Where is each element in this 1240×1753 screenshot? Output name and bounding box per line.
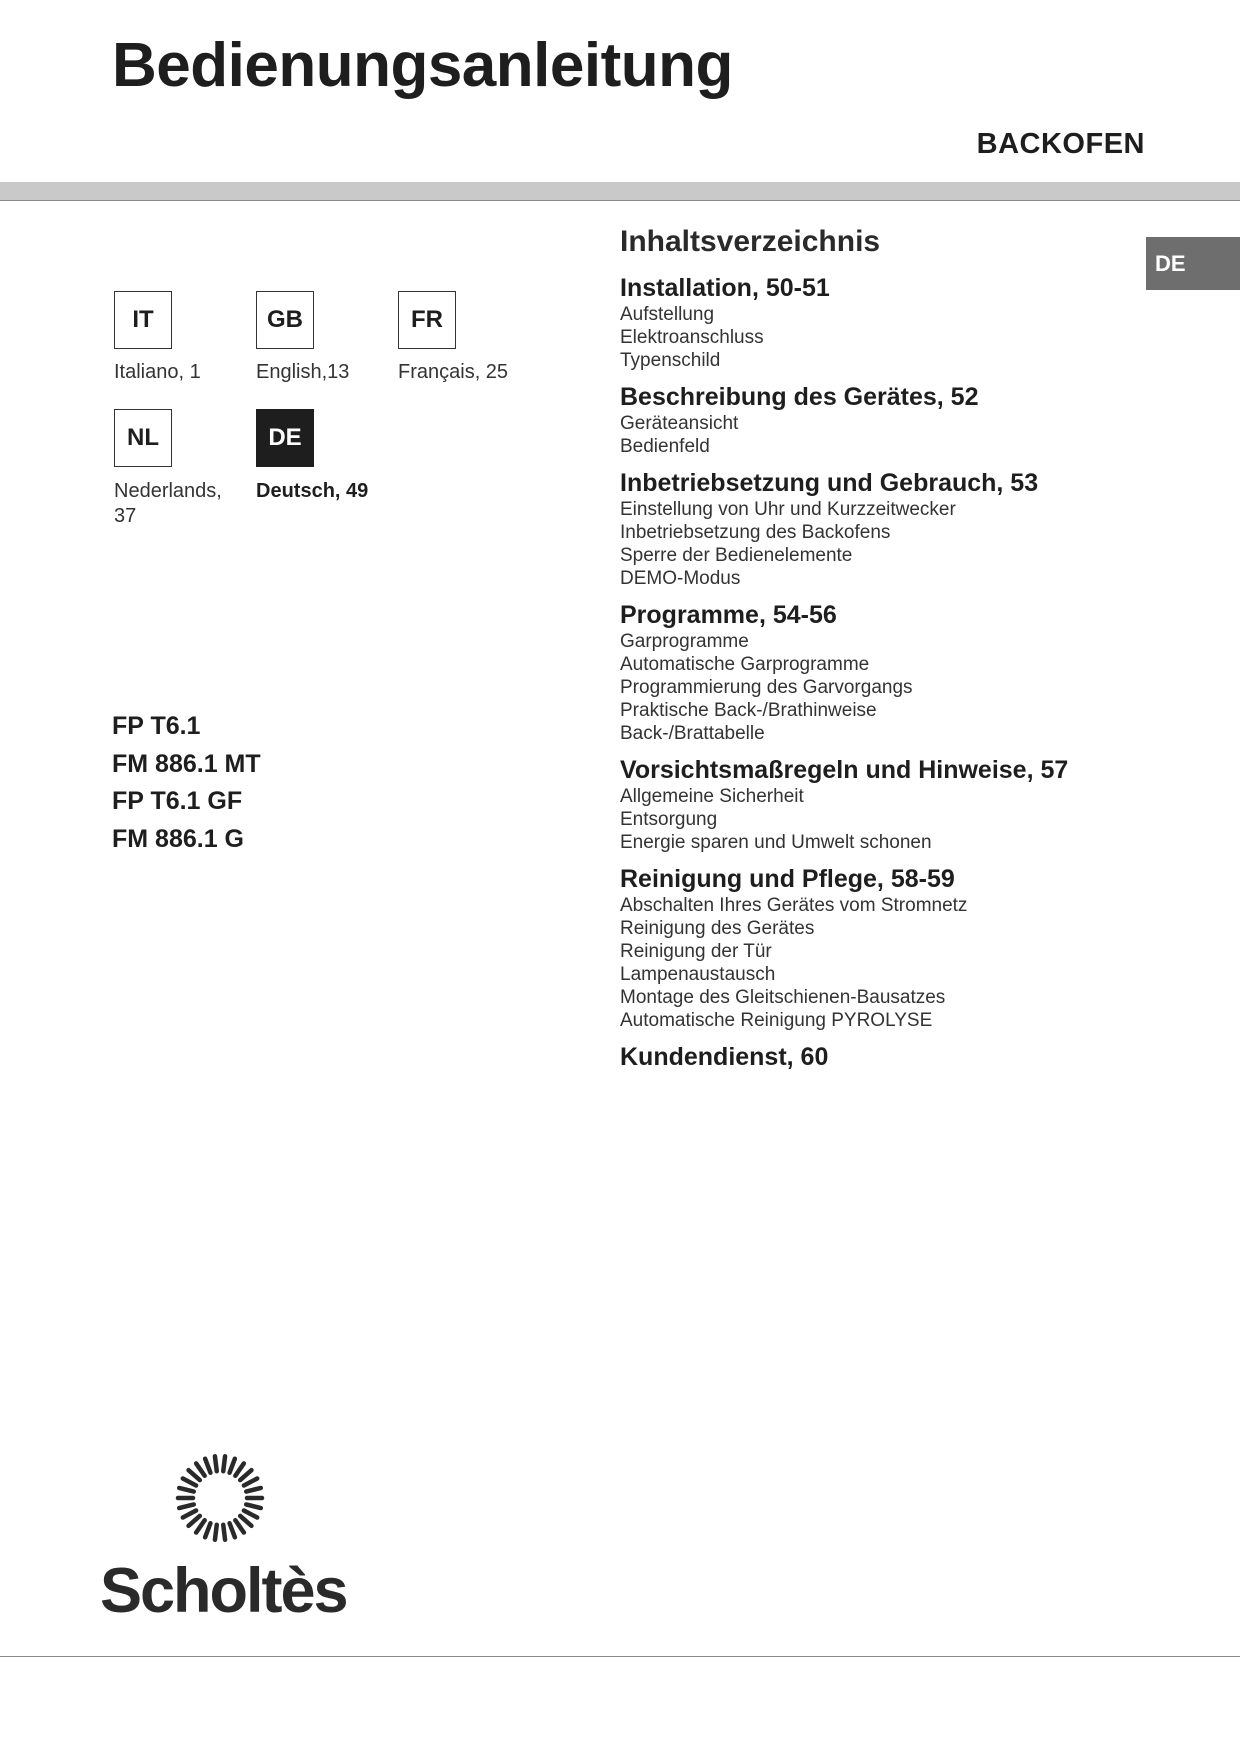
- toc-item: Automatische Reinigung PYROLYSE: [620, 1010, 933, 1031]
- sun-burst-logo-icon: [170, 1448, 270, 1548]
- toc-item: Sperre der Bedienelemente: [620, 545, 853, 566]
- sun-ray: [205, 1523, 210, 1537]
- toc-item: Back-/Brattabelle: [620, 723, 765, 744]
- table-of-contents: [620, 224, 1120, 1082]
- model-name: FM 886.1 MT: [112, 749, 261, 778]
- toc-item: Allgemeine Sicherheit: [620, 786, 804, 807]
- sun-ray: [179, 1504, 194, 1508]
- sun-ray: [196, 1463, 205, 1475]
- toc-item: Automatische Garprogramme: [620, 654, 870, 675]
- toc-heading: Beschreibung des Gerätes, 52: [620, 383, 979, 411]
- header-divider: [0, 200, 1240, 201]
- toc-item: Einstellung von Uhr und Kurzzeitwecker: [620, 499, 956, 520]
- toc-item: Montage des Gleitschienen-Bausatzes: [620, 987, 946, 1008]
- sun-ray: [189, 1470, 200, 1480]
- toc-item: Entsorgung: [620, 809, 718, 830]
- sun-ray: [215, 1525, 217, 1540]
- toc-heading: Kundendienst, 60: [620, 1043, 829, 1071]
- sun-ray: [246, 1488, 261, 1492]
- sun-ray: [240, 1470, 251, 1480]
- lang-label-nl: Nederlands, 37: [114, 480, 222, 527]
- sun-ray: [215, 1456, 217, 1471]
- model-name: FM 886.1 G: [112, 824, 244, 853]
- toc-item: Abschalten Ihres Gerätes vom Stromnetz: [620, 895, 968, 916]
- model-name: FP T6.1: [112, 712, 201, 740]
- lang-label-gb: English,13: [256, 361, 350, 383]
- toc-heading: Installation, 50-51: [620, 274, 830, 302]
- sun-ray: [240, 1516, 251, 1526]
- toc-heading: Reinigung und Pflege, 58-59: [620, 865, 955, 893]
- toc-section: [620, 600, 1120, 745]
- toc-title: Inhaltsverzeichnis: [620, 225, 881, 258]
- toc-item: Reinigung der Tür: [620, 941, 772, 962]
- brand-name: Scholtès: [100, 1556, 347, 1626]
- toc-item: Reinigung des Gerätes: [620, 918, 815, 939]
- toc-item: Typenschild: [620, 350, 721, 371]
- toc-heading: Vorsichtsmaßregeln und Hinweise, 57: [620, 756, 1069, 784]
- toc-section: [620, 755, 1120, 854]
- toc-section: [620, 1042, 1120, 1072]
- toc-item: Garprogramme: [620, 631, 749, 652]
- toc-item: Inbetriebsetzung des Backofens: [620, 522, 891, 543]
- document-subtitle: BACKOFEN: [976, 128, 1145, 160]
- toc-item: Aufstellung: [620, 304, 715, 325]
- lang-box-nl: NL: [114, 409, 172, 467]
- toc-heading: Programme, 54-56: [620, 601, 837, 629]
- sun-ray: [230, 1523, 235, 1537]
- header-band: [0, 182, 1240, 200]
- lang-box-de: DE: [256, 409, 314, 467]
- document-title: Bedienungsanleitung: [112, 31, 733, 100]
- toc-item: Elektroanschluss: [620, 327, 764, 348]
- language-tab: DE: [1146, 237, 1240, 290]
- toc-item: Programmierung des Garvorgangs: [620, 677, 913, 698]
- lang-box-gb: GB: [256, 291, 314, 349]
- sun-ray: [189, 1516, 200, 1526]
- model-name: FP T6.1 GF: [112, 787, 243, 815]
- lang-label-de: Deutsch, 49: [256, 480, 369, 502]
- toc-item: Energie sparen und Umwelt schonen: [620, 832, 932, 853]
- footer-divider: [0, 1656, 1240, 1657]
- sun-ray: [179, 1488, 194, 1492]
- sun-ray: [196, 1520, 205, 1532]
- sun-ray: [223, 1525, 225, 1540]
- toc-section: [620, 273, 1120, 372]
- toc-section: [620, 864, 1120, 1032]
- toc-item: Bedienfeld: [620, 436, 710, 457]
- lang-box-it: IT: [114, 291, 172, 349]
- toc-item: DEMO-Modus: [620, 568, 741, 589]
- toc-item: Geräteansicht: [620, 413, 739, 434]
- toc-heading: Inbetriebsetzung und Gebrauch, 53: [620, 469, 1039, 497]
- lang-label-fr: Français, 25: [398, 361, 509, 383]
- sun-ray: [244, 1511, 257, 1518]
- sun-ray: [246, 1504, 261, 1508]
- toc-sections: [620, 273, 1120, 1072]
- sun-ray: [205, 1459, 210, 1473]
- sun-ray: [244, 1478, 257, 1485]
- toc-section: [620, 468, 1120, 590]
- sun-ray: [235, 1520, 244, 1532]
- lang-box-fr: FR: [398, 291, 456, 349]
- sun-ray: [183, 1511, 196, 1518]
- sun-ray: [183, 1478, 196, 1485]
- sun-ray: [235, 1463, 244, 1475]
- model-list: [112, 708, 261, 858]
- lang-label-it: Italiano, 1: [114, 361, 201, 383]
- toc-section: [620, 382, 1120, 458]
- sun-ray: [230, 1459, 235, 1473]
- toc-item: Lampenaustausch: [620, 964, 776, 985]
- toc-item: Praktische Back-/Brathinweise: [620, 700, 877, 721]
- sun-ray: [223, 1456, 225, 1471]
